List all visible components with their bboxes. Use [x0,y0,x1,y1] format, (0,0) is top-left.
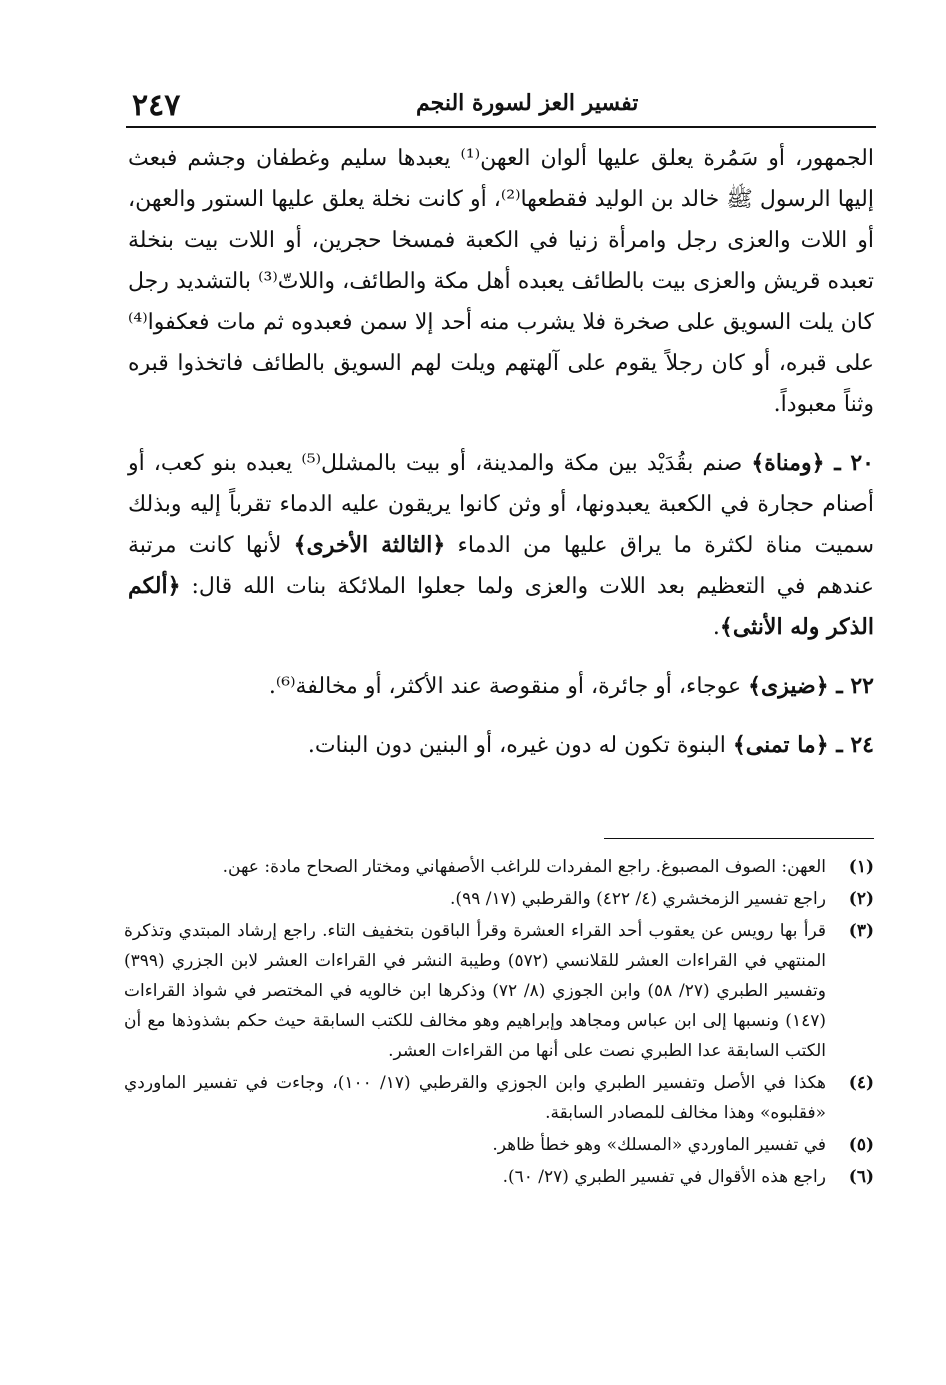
paragraph-text: . [712,615,720,640]
footnote-text: راجع تفسير الزمخشري (٤/ ٤٢٢) والقرطبي (١٧/ ٩٩). [450,889,826,909]
main-text [128,138,874,784]
paragraph-text: البنوة تكون له دون غيره، أو البنين دون البنات. [307,733,733,758]
verse-heading: ٢٠ ـ ﴿ومناة﴾ [751,450,874,476]
page-header [126,84,876,128]
paragraph-19 [128,138,874,425]
footnote-text: قرأ بها رويس عن يعقوب أحد القراء العشرة وقرأ الباقون بتخفيف التاء. راجع إرشاد المبتدي وتذكرة المنتهي في القراءات العشر للقلانسي (٥٧٢) وطيبة النشر في القراءات العشر لابن الجزري (٣٩٩) وتفسير الطبري (٢٧/ ٥٨) وابن الجوزي (٨/ ٧٢) وذكرها ابن خالويه في المختصر في شواذ القراءات (١٤٧) ونسبها إلى ابن عباس ومجاهد وإبراهيم وهو مخالف للكتب السابقة حيث حكم بشذوذها مع أن الكتب السابقة عدا الطبري نصت على أنها من القراءات العشر. [124,921,826,1061]
footnote-5 [124,1130,874,1160]
footnote-number: (٦) [848,1167,874,1187]
page-number: ٢٤٧ [132,88,181,123]
footnote-number: (٢) [848,889,874,909]
footnote-6 [124,1162,874,1192]
footnote-text: في تفسير الماوردي «المسلك» وهو خطأ ظاهر. [492,1135,826,1155]
quran-quote: ﴿الثالثة الأخرى﴾ [293,532,446,558]
footnote-number: (٤) [848,1073,874,1093]
footnote-text: هكذا في الأصل وتفسير الطبري وابن الجوزي والقرطبي (١٧/ ١٠٠)، وجاءت في تفسير الماوردي «فقلبوه» وهذا مخالف للمصادر السابقة. [124,1073,827,1123]
running-title: تفسير العز لسورة النجم [416,90,639,116]
footnote-4 [124,1068,874,1128]
verse-heading: ٢٢ ـ ﴿ضيزى﴾ [748,673,874,699]
footnote-number: (٥) [848,1135,874,1155]
paragraph-text: الجمهور، أو سَمُرة يعلق عليها ألوان العهن⁽¹⁾ يعبدها سليم وغطفان وجشم فبعث إليها الرسول ﷺ خالد بن الوليد فقطعها⁽²⁾، أو كانت نخلة يعلق عليها الستور والعهن، أو اللات والعزى رجل وامرأة زنيا في الكعبة فمسخا حجرين، أو اللات بيت بنخلة تعبده قريش والعزى بيت بالطائف يعبده أهل مكة والطائف، واللاتّ⁽³⁾ بالتشديد رجل كان يلت السويق على صخرة فلا يشرب منه أحد إلا سمن فعبدوه ثم مات فعكفوا⁽⁴⁾ على قبره، أو كان رجلاً يقوم على آلهتهم ويلت لهم السويق بالطائف فاتخذوا قبره وثناً معبوداً. [128,146,874,417]
paragraph-text: عوجاء، أو جائرة، أو منقوصة عند الأكثر، أو مخالفة⁽⁶⁾. [268,674,749,699]
footnote-separator [604,838,874,839]
footnote-1 [124,852,874,882]
paragraph-20 [128,443,874,648]
footnote-2 [124,884,874,914]
paragraph-24 [128,725,874,766]
quran-quote: ﴿ألكم الذكر وله الأنثى﴾ [128,573,874,640]
paragraph-text: لأنها كانت مرتبة عندهم في التعظيم بعد اللات والعزى ولما جعلوا الملائكة بنات الله قال: [128,533,874,599]
footnote-text: راجع هذه الأقوال في تفسير الطبري (٢٧/ ٦٠). [502,1167,826,1187]
footnote-text: العهن: الصوف المصبوغ. راجع المفردات للراغب الأصفهاني ومختار الصحاح مادة: عهن. [222,857,826,877]
paragraph-22 [128,666,874,707]
footnotes [124,852,874,1194]
paragraph-text: صنم بقُدَيْد بين مكة والمدينة، أو بيت بالمشلل⁽⁵⁾ يعبده بنو كعب، أو أصنام حجارة في الكعبة يعبدونها، أو وثن كانوا يريقون عليه الدماء تقرباً إليه وبذلك سميت مناة لكثرة ما يراق عليها من الدماء [128,451,875,558]
verse-heading: ٢٤ ـ ﴿ما تمنى﴾ [732,732,874,758]
footnote-number: (١) [848,857,874,877]
footnote-3 [124,916,874,1066]
footnote-number: (٣) [848,921,874,941]
